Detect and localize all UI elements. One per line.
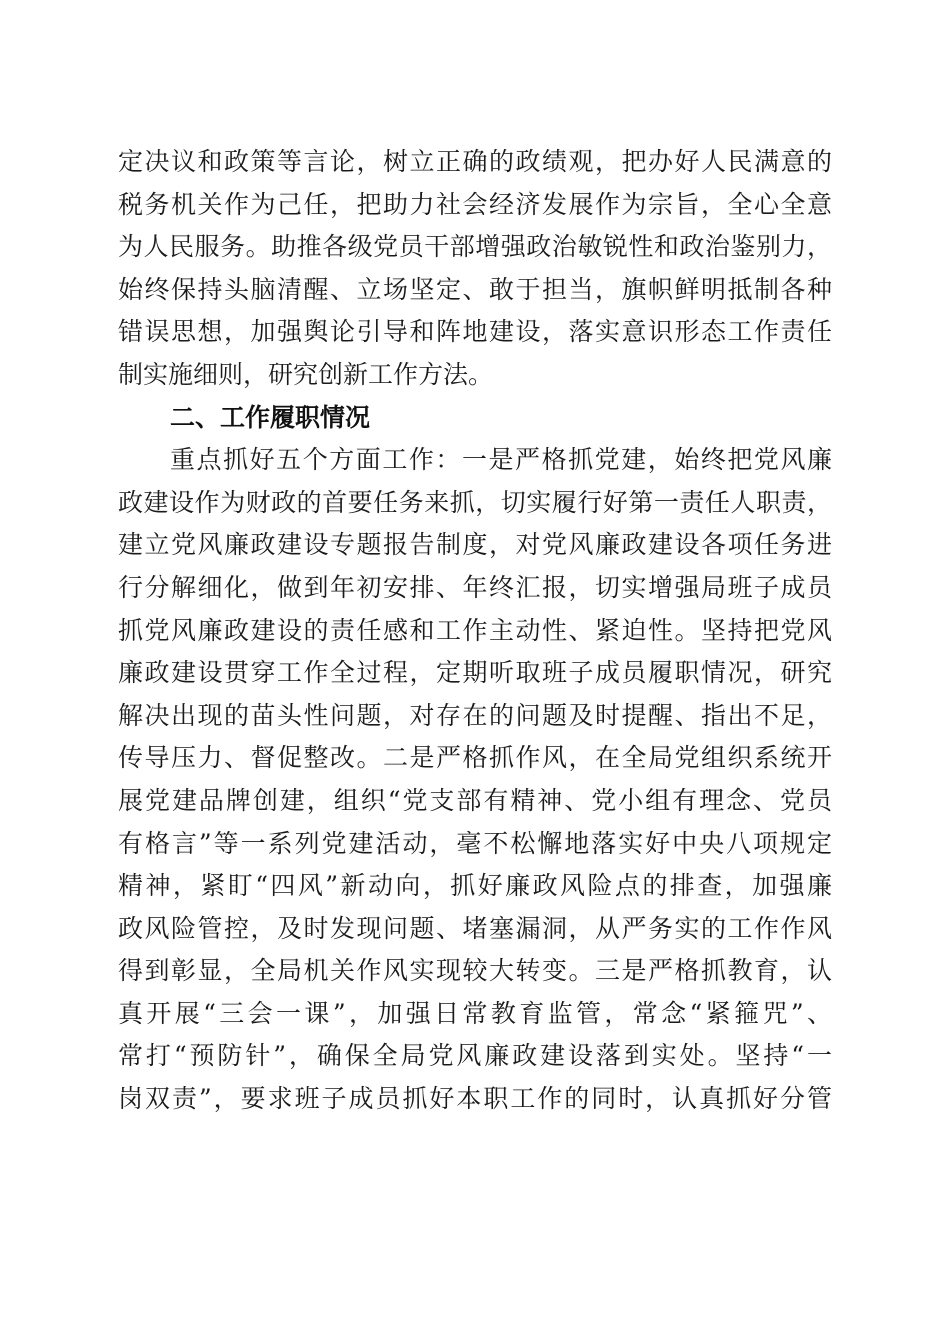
text-line: 行分解细化，做到年初安排、年终汇报，切实增强局班子成员 — [118, 572, 832, 602]
text-line: 精神，紧盯“四风”新动向，抓好廉政风险点的排查，加强廉 — [118, 871, 832, 901]
section-heading: 二、工作履职情况 — [170, 402, 371, 432]
text-line: 始终保持头脑清醒、立场坚定、敢于担当，旗帜鲜明抵制各种 — [118, 274, 832, 304]
text-line: 为人民服务。助推各级党员干部增强政治敏锐性和政治鉴别力， — [118, 232, 832, 262]
text-line: 制实施细则，研究创新工作方法。 — [118, 359, 494, 389]
text-line: 展党建品牌创建，组织“党支部有精神、党小组有理念、党员 — [118, 785, 832, 815]
text-line: 岗双责”，要求班子成员抓好本职工作的同时，认真抓好分管 — [118, 1084, 832, 1114]
text-line: 廉政建设贯穿工作全过程，定期听取班子成员履职情况，研究 — [118, 658, 832, 688]
text-line: 传导压力、督促整改。二是严格抓作风，在全局党组织系统开 — [118, 743, 832, 773]
text-line: 解决出现的苗头性问题，对存在的问题及时提醒、指出不足， — [118, 700, 832, 730]
text-line: 税务机关作为己任，把助力社会经济发展作为宗旨，全心全意 — [118, 189, 832, 219]
text-line: 有格言”等一系列党建活动，毫不松懈地落实好中央八项规定 — [118, 828, 832, 858]
document-body — [118, 141, 832, 1121]
text-line: 建立党风廉政建设专题报告制度，对党风廉政建设各项任务进 — [118, 530, 832, 560]
text-line: 真开展“三会一课”，加强日常教育监管，常念“紧箍咒”、 — [118, 998, 832, 1028]
text-line: 定决议和政策等言论，树立正确的政绩观，把办好人民满意的 — [118, 147, 832, 176]
text-line: 政风险管控，及时发现问题、堵塞漏洞，从严务实的工作作风 — [118, 913, 832, 943]
text-line: 政建设作为财政的首要任务来抓，切实履行好第一责任人职责， — [118, 487, 832, 517]
text-line: 得到彰显，全局机关作风实现较大转变。三是严格抓教育，认 — [118, 956, 832, 986]
text-line: 抓党风廉政建设的责任感和工作主动性、紧迫性。坚持把党风 — [118, 615, 832, 645]
paragraph-duties — [118, 439, 832, 1121]
paragraph-ideology — [118, 141, 832, 397]
text-line: 错误思想，加强舆论引导和阵地建设，落实意识形态工作责任 — [118, 317, 832, 347]
text-line: 重点抓好五个方面工作：一是严格抓党建，始终把党风廉 — [170, 445, 832, 475]
text-line: 常打“预防针”，确保全局党风廉政建设落到实处。坚持“一 — [118, 1041, 832, 1071]
